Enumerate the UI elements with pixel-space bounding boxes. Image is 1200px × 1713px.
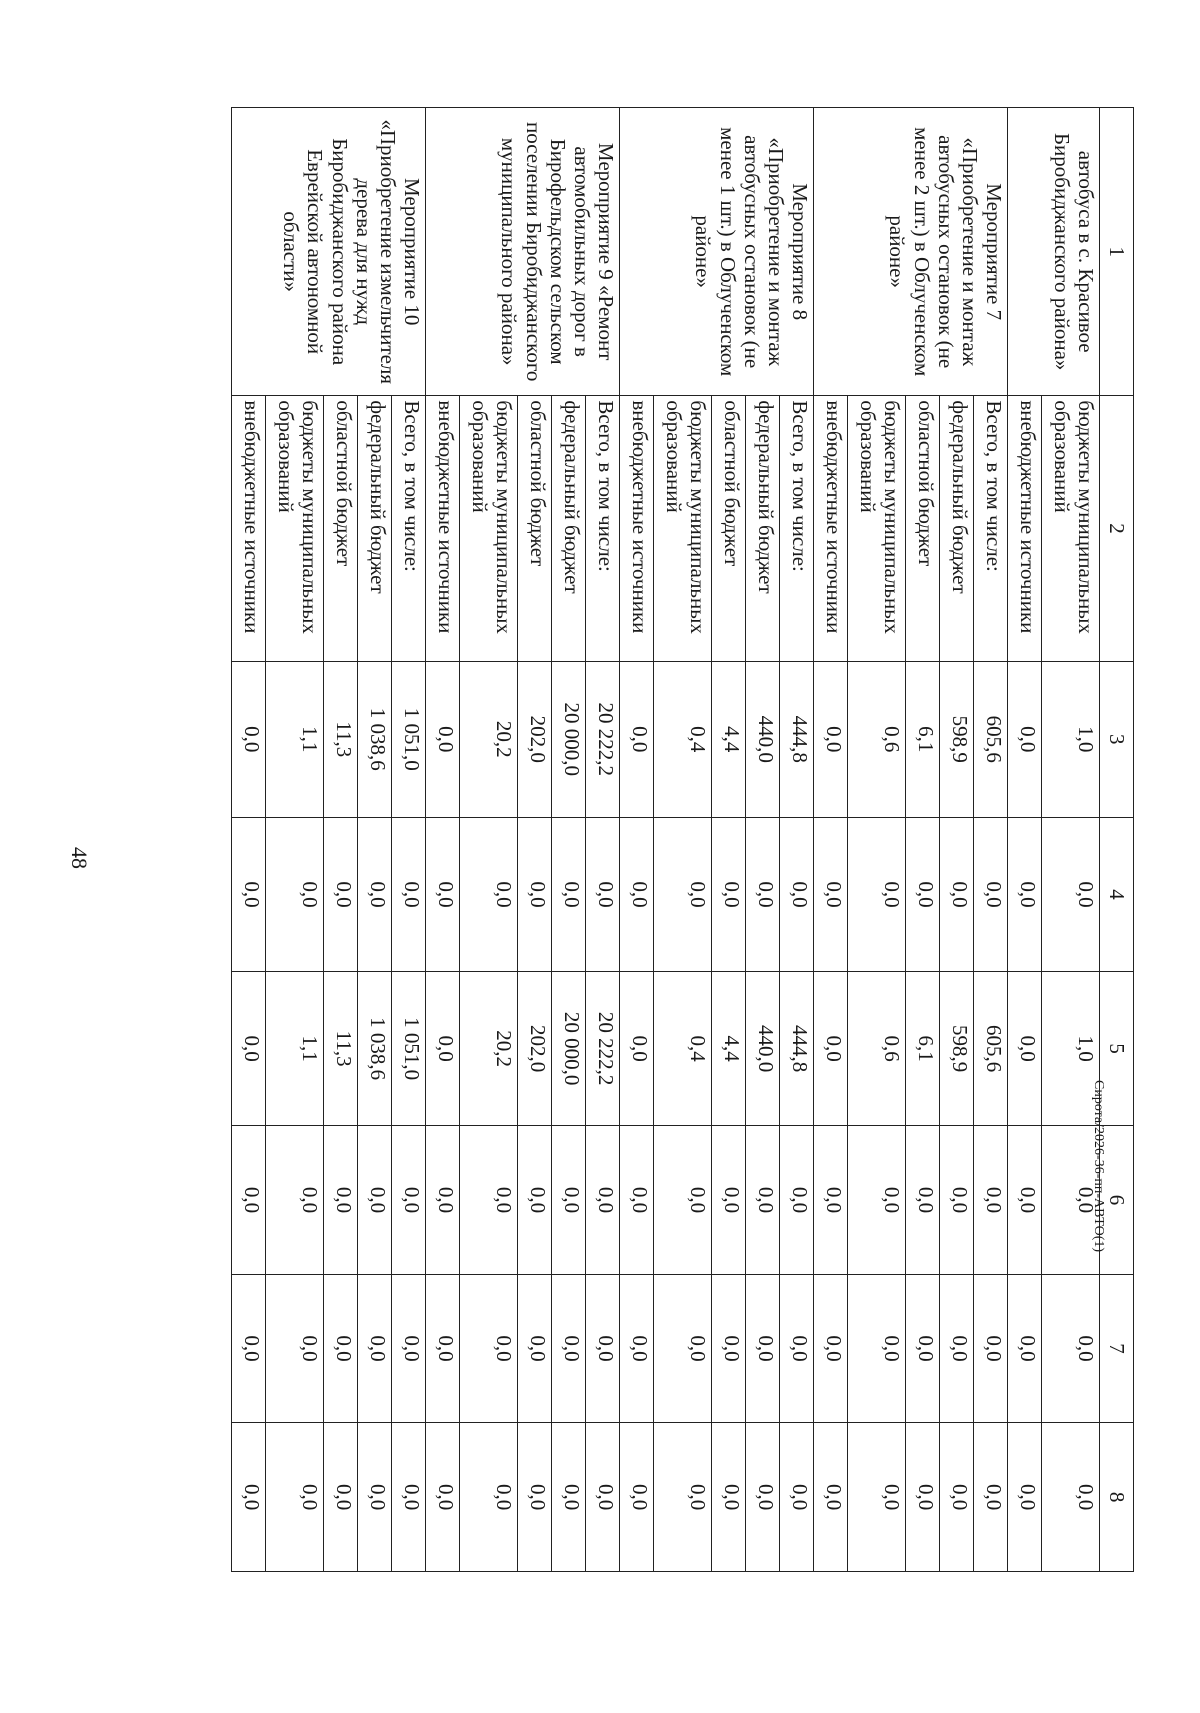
amount-cell: 0,0 <box>940 817 974 971</box>
amount-cell: 0,0 <box>266 1423 324 1572</box>
amount-cell: 0,0 <box>906 1126 940 1275</box>
amount-cell: 0,0 <box>1008 1274 1042 1423</box>
amount-cell: 0,0 <box>460 1274 518 1423</box>
amount-cell: 0,0 <box>780 1274 814 1423</box>
funding-source-cell: Всего, в том числе: <box>780 396 814 661</box>
amount-cell: 0,0 <box>780 1423 814 1572</box>
amount-cell: 0,0 <box>232 661 266 817</box>
amount-cell: 0,0 <box>552 1126 586 1275</box>
amount-cell: 0,0 <box>746 817 780 971</box>
amount-cell: 0,0 <box>974 817 1008 971</box>
amount-cell: 0,0 <box>620 817 654 971</box>
amount-cell: 0,0 <box>654 1274 712 1423</box>
page-number: 48 <box>67 847 92 869</box>
amount-cell: 0,0 <box>620 1126 654 1275</box>
amount-cell: 0,0 <box>232 817 266 971</box>
amount-cell: 0,0 <box>712 817 746 971</box>
amount-cell: 0,0 <box>940 1423 974 1572</box>
funding-source-cell: бюджеты муниципальных образований <box>1042 396 1100 661</box>
amount-cell: 0,0 <box>1042 1126 1100 1275</box>
amount-cell: 0,0 <box>232 1274 266 1423</box>
amount-cell: 0,0 <box>814 817 848 971</box>
column-header: 2 <box>1100 396 1134 661</box>
amount-cell: 0,0 <box>586 1126 620 1275</box>
funding-source-cell: областной бюджет <box>518 396 552 661</box>
amount-cell: 444,8 <box>780 661 814 817</box>
amount-cell: 0,0 <box>974 1274 1008 1423</box>
amount-cell: 0,0 <box>620 661 654 817</box>
amount-cell: 0,0 <box>906 1274 940 1423</box>
amount-cell: 0,0 <box>518 1423 552 1572</box>
amount-cell: 11,3 <box>324 661 358 817</box>
amount-cell: 0,0 <box>586 1423 620 1572</box>
amount-cell: 20 000,0 <box>552 972 586 1126</box>
amount-cell: 6,1 <box>906 661 940 817</box>
amount-cell: 0,0 <box>814 1126 848 1275</box>
amount-cell: 0,0 <box>392 1126 426 1275</box>
funding-source-cell: федеральный бюджет <box>358 396 392 661</box>
amount-cell: 0,0 <box>620 1274 654 1423</box>
amount-cell: 6,1 <box>906 972 940 1126</box>
amount-cell: 0,6 <box>848 661 906 817</box>
amount-cell: 0,0 <box>654 817 712 971</box>
amount-cell: 0,0 <box>1008 972 1042 1126</box>
amount-cell: 1 051,0 <box>392 972 426 1126</box>
amount-cell: 0,0 <box>1008 817 1042 971</box>
funding-source-cell: Всего, в том числе: <box>974 396 1008 661</box>
amount-cell: 4,4 <box>712 972 746 1126</box>
amount-cell: 0,0 <box>1008 1126 1042 1275</box>
column-header: 7 <box>1100 1274 1134 1423</box>
funding-source-cell: Всего, в том числе: <box>586 396 620 661</box>
amount-cell: 0,0 <box>358 1126 392 1275</box>
amount-cell: 20,2 <box>460 972 518 1126</box>
amount-cell: 0,0 <box>518 1126 552 1275</box>
amount-cell: 202,0 <box>518 972 552 1126</box>
amount-cell: 0,6 <box>848 972 906 1126</box>
amount-cell: 0,0 <box>974 1423 1008 1572</box>
amount-cell: 0,0 <box>324 1423 358 1572</box>
amount-cell: 0,0 <box>940 1274 974 1423</box>
column-header: 3 <box>1100 661 1134 817</box>
amount-cell: 0,0 <box>746 1423 780 1572</box>
header-row <box>1100 108 1134 1572</box>
amount-cell: 0,0 <box>552 1274 586 1423</box>
amount-cell: 0,0 <box>426 1126 460 1275</box>
amount-cell: 4,4 <box>712 661 746 817</box>
activity-cell: Мероприятие 9 «Ремонт автомобильных дорог в Бирофельдском сельском поселении Биробиджанского муниципального района» <box>426 108 620 396</box>
amount-cell: 0,0 <box>460 1126 518 1275</box>
amount-cell: 0,0 <box>746 1274 780 1423</box>
amount-cell: 0,0 <box>392 817 426 971</box>
amount-cell: 0,0 <box>552 817 586 971</box>
amount-cell: 0,0 <box>712 1423 746 1572</box>
amount-cell: 440,0 <box>746 661 780 817</box>
amount-cell: 0,0 <box>1008 661 1042 817</box>
amount-cell: 0,0 <box>392 1423 426 1572</box>
amount-cell: 1,1 <box>266 661 324 817</box>
amount-cell: 0,0 <box>620 972 654 1126</box>
amount-cell: 0,0 <box>848 1126 906 1275</box>
column-header: 6 <box>1100 1126 1134 1275</box>
amount-cell: 20,2 <box>460 661 518 817</box>
amount-cell: 0,0 <box>814 661 848 817</box>
amount-cell: 0,0 <box>358 817 392 971</box>
amount-cell: 0,0 <box>1008 1423 1042 1572</box>
amount-cell: 0,0 <box>358 1423 392 1572</box>
amount-cell: 0,0 <box>266 817 324 971</box>
funding-source-cell: федеральный бюджет <box>746 396 780 661</box>
column-header: 8 <box>1100 1423 1134 1572</box>
amount-cell: 0,0 <box>848 817 906 971</box>
funding-source-cell: бюджеты муниципальных образований <box>654 396 712 661</box>
amount-cell: 0,0 <box>586 1274 620 1423</box>
amount-cell: 1,1 <box>266 972 324 1126</box>
amount-cell: 0,0 <box>232 1423 266 1572</box>
amount-cell: 598,9 <box>940 661 974 817</box>
financing-table <box>231 107 1134 1572</box>
table-row <box>780 108 814 1572</box>
amount-cell: 0,0 <box>266 1126 324 1275</box>
funding-source-cell: Всего, в том числе: <box>392 396 426 661</box>
funding-source-cell: внебюджетные источники <box>426 396 460 661</box>
funding-source-cell: бюджеты муниципальных образований <box>848 396 906 661</box>
amount-cell: 20 000,0 <box>552 661 586 817</box>
funding-source-cell: областной бюджет <box>712 396 746 661</box>
amount-cell: 0,0 <box>426 1423 460 1572</box>
amount-cell: 0,0 <box>426 1274 460 1423</box>
activity-cell: автобуса в с. Красивое Биробиджанского района» <box>1008 108 1100 396</box>
amount-cell: 605,6 <box>974 661 1008 817</box>
amount-cell: 0,0 <box>552 1423 586 1572</box>
amount-cell: 0,0 <box>392 1274 426 1423</box>
table-row <box>1042 108 1100 1572</box>
funding-source-cell: федеральный бюджет <box>552 396 586 661</box>
amount-cell: 0,0 <box>906 817 940 971</box>
funding-source-cell: бюджеты муниципальных образований <box>266 396 324 661</box>
amount-cell: 20 222,2 <box>586 661 620 817</box>
activity-cell: Мероприятие 10 «Приобретение измельчителя дерева для нужд Биробиджанского района Еврейской автономной области» <box>232 108 426 396</box>
amount-cell: 605,6 <box>974 972 1008 1126</box>
amount-cell: 0,0 <box>324 1126 358 1275</box>
activity-cell: Мероприятие 8 «Приобретение и монтаж автобусных остановок (не менее 1 шт.) в Облученском районе» <box>620 108 814 396</box>
funding-source-cell: областной бюджет <box>906 396 940 661</box>
amount-cell: 0,0 <box>1042 1423 1100 1572</box>
amount-cell: 1 038,6 <box>358 972 392 1126</box>
amount-cell: 0,0 <box>266 1274 324 1423</box>
funding-source-cell: областной бюджет <box>324 396 358 661</box>
amount-cell: 444,8 <box>780 972 814 1126</box>
amount-cell: 0,0 <box>780 1126 814 1275</box>
activity-cell: Мероприятие 7 «Приобретение и монтаж автобусных остановок (не менее 2 шт.) в Облученском районе» <box>814 108 1008 396</box>
column-header: 1 <box>1100 108 1134 396</box>
funding-source-cell: внебюджетные источники <box>1008 396 1042 661</box>
amount-cell: 0,0 <box>940 1126 974 1275</box>
amount-cell: 0,0 <box>460 817 518 971</box>
rotated-table-container <box>168 107 1134 1572</box>
amount-cell: 0,0 <box>620 1423 654 1572</box>
amount-cell: 0,0 <box>654 1126 712 1275</box>
amount-cell: 0,0 <box>814 1274 848 1423</box>
amount-cell: 0,0 <box>974 1126 1008 1275</box>
amount-cell: 0,0 <box>712 1274 746 1423</box>
table-row <box>586 108 620 1572</box>
amount-cell: 202,0 <box>518 661 552 817</box>
amount-cell: 0,0 <box>712 1126 746 1275</box>
amount-cell: 0,0 <box>324 817 358 971</box>
amount-cell: 1,0 <box>1042 661 1100 817</box>
amount-cell: 0,4 <box>654 972 712 1126</box>
amount-cell: 0,0 <box>814 1423 848 1572</box>
amount-cell: 0,4 <box>654 661 712 817</box>
amount-cell: 0,0 <box>426 661 460 817</box>
funding-source-cell: бюджеты муниципальных образований <box>460 396 518 661</box>
amount-cell: 0,0 <box>746 1126 780 1275</box>
amount-cell: 440,0 <box>746 972 780 1126</box>
amount-cell: 0,0 <box>814 972 848 1126</box>
amount-cell: 0,0 <box>232 1126 266 1275</box>
amount-cell: 0,0 <box>460 1423 518 1572</box>
amount-cell: 0,0 <box>358 1274 392 1423</box>
funding-source-cell: федеральный бюджет <box>940 396 974 661</box>
amount-cell: 11,3 <box>324 972 358 1126</box>
amount-cell: 0,0 <box>654 1423 712 1572</box>
amount-cell: 0,0 <box>780 817 814 971</box>
amount-cell: 0,0 <box>848 1274 906 1423</box>
amount-cell: 0,0 <box>1042 817 1100 971</box>
amount-cell: 0,0 <box>906 1423 940 1572</box>
amount-cell: 1 038,6 <box>358 661 392 817</box>
amount-cell: 1 051,0 <box>392 661 426 817</box>
amount-cell: 598,9 <box>940 972 974 1126</box>
document-code: Сирота/2026-36-пп-АВТО(1) <box>1091 1080 1106 1253</box>
table-row <box>974 108 1008 1572</box>
amount-cell: 0,0 <box>232 972 266 1126</box>
amount-cell: 0,0 <box>518 817 552 971</box>
table-row <box>392 108 426 1572</box>
funding-source-cell: внебюджетные источники <box>232 396 266 661</box>
amount-cell: 1,0 <box>1042 972 1100 1126</box>
funding-source-cell: внебюджетные источники <box>620 396 654 661</box>
amount-cell: 0,0 <box>426 972 460 1126</box>
amount-cell: 0,0 <box>1042 1274 1100 1423</box>
funding-source-cell: внебюджетные источники <box>814 396 848 661</box>
amount-cell: 0,0 <box>848 1423 906 1572</box>
amount-cell: 0,0 <box>324 1274 358 1423</box>
amount-cell: 0,0 <box>426 817 460 971</box>
amount-cell: 0,0 <box>518 1274 552 1423</box>
amount-cell: 20 222,2 <box>586 972 620 1126</box>
column-header: 4 <box>1100 817 1134 971</box>
column-header: 5 <box>1100 972 1134 1126</box>
amount-cell: 0,0 <box>586 817 620 971</box>
